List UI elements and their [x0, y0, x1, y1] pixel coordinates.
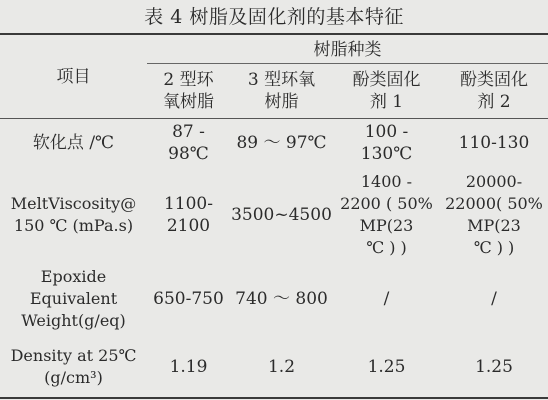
- table-cell: 650-750: [153, 289, 224, 309]
- table-cell: 1.2: [267, 357, 296, 377]
- column-header: 3 型环氧 树脂: [247, 70, 316, 112]
- table-cell: 1100- 2100: [163, 194, 213, 236]
- column-header: 2 型环 氧树脂: [163, 70, 214, 112]
- row-label: MeltViscosity@ 150 ℃ (mPa.s): [10, 194, 137, 235]
- row-label: Density at 25℃ (g/cm³): [10, 346, 137, 387]
- table-cell: 3500~4500: [231, 205, 332, 225]
- item-header: 项目: [56, 67, 91, 87]
- table-cell: 1.25: [367, 357, 406, 377]
- table-cell: 1.19: [169, 357, 208, 377]
- table-cell: 110-130: [458, 133, 530, 153]
- table-cell: /: [383, 289, 390, 309]
- table-cell: 100 - 130℃: [360, 122, 413, 164]
- table-title: 表 4 树脂及固化剂的基本特征: [144, 6, 404, 28]
- bottom-rule: [0, 397, 548, 399]
- header-rule: [0, 118, 548, 119]
- group-header: 树脂种类: [313, 39, 382, 60]
- table-cell: 89 ～ 97℃: [236, 133, 327, 153]
- column-header: 酚类固化 剂 1: [352, 70, 421, 112]
- top-rule: [0, 33, 548, 35]
- row-label: Epoxide Equivalent Weight(g/eq): [21, 267, 126, 330]
- table-cell: 740 ～ 800: [235, 289, 328, 309]
- table-cell: 1.25: [475, 357, 513, 377]
- row-label: 软化点 /℃: [32, 133, 115, 153]
- table-cell: 87 - 98℃: [168, 122, 209, 164]
- table-cell: /: [491, 289, 497, 309]
- table-cell: 20000- 22000( 50% MP(23 ℃ ) ): [445, 172, 543, 257]
- table-cell: 1400 - 2200 ( 50% MP(23 ℃ ) ): [340, 172, 433, 257]
- column-header: 酚类固化 剂 2: [460, 70, 528, 112]
